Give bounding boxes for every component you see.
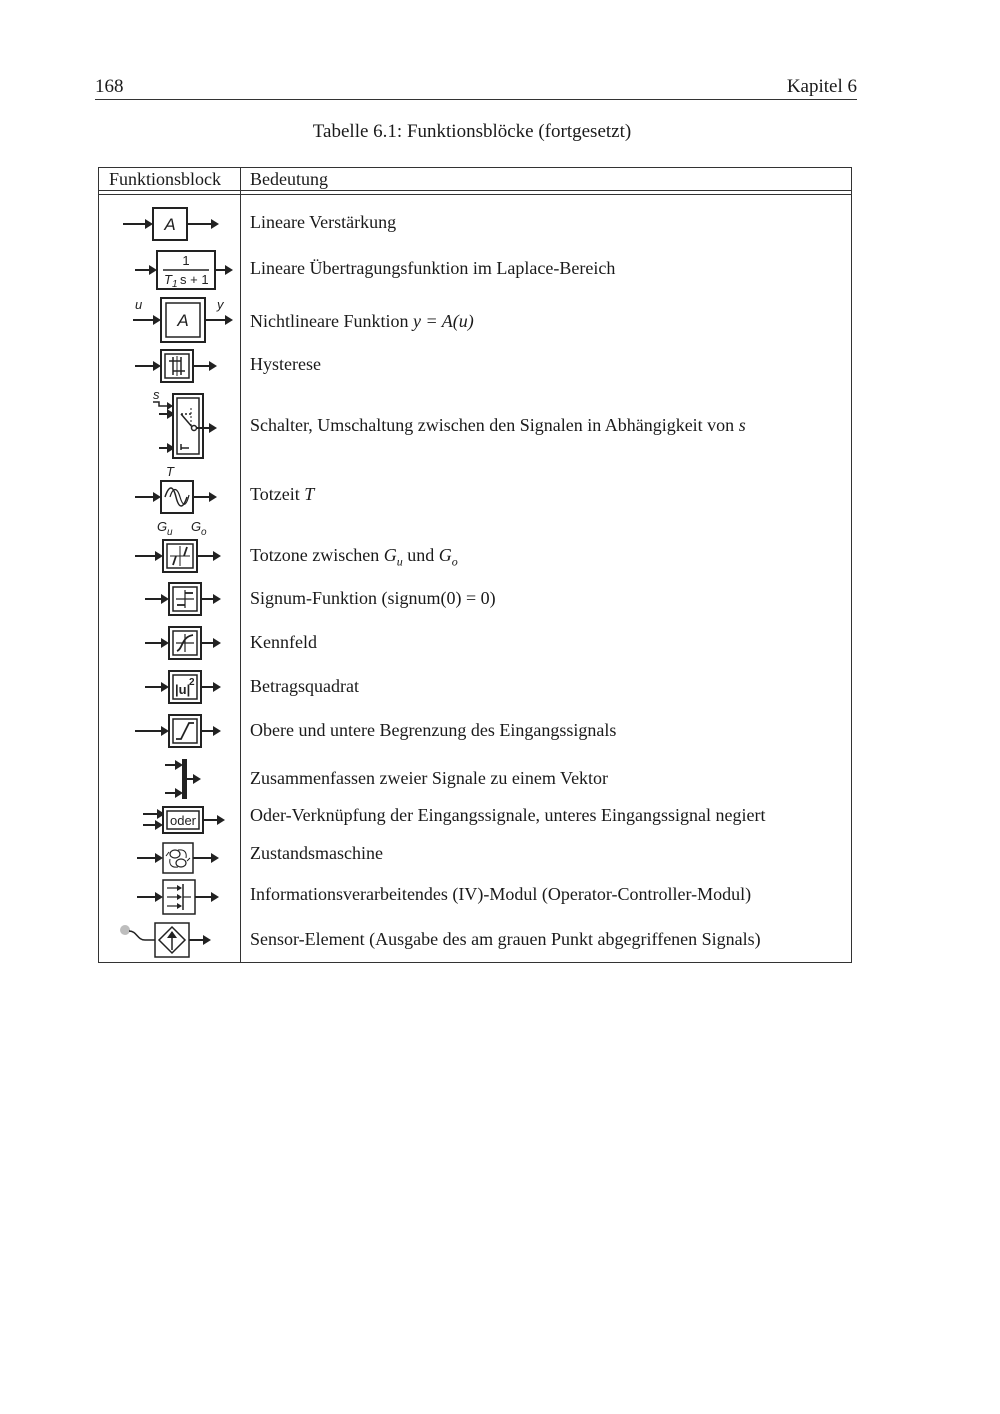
sensor-element-icon bbox=[115, 920, 225, 960]
svg-text:u: u bbox=[134, 297, 142, 312]
svg-text:y: y bbox=[216, 297, 223, 312]
row-meaning: Informationsverarbeitendes (IV)-Modul (Operator-Controller-Modul) bbox=[250, 884, 752, 904]
table-row bbox=[99, 712, 853, 750]
table-row bbox=[99, 920, 853, 960]
svg-text:|u|: |u| bbox=[174, 682, 190, 697]
transfer-function-icon bbox=[115, 249, 225, 291]
row-meaning: Totzeit T bbox=[250, 484, 315, 504]
svg-text:oder: oder bbox=[169, 813, 196, 828]
table-row bbox=[99, 518, 853, 576]
row-meaning: Lineare Verstärkung bbox=[250, 212, 397, 232]
characteristic-map-icon bbox=[115, 625, 225, 661]
row-meaning: Sensor-Element (Ausgabe des am grauen Punkt abgegriffenen Signals) bbox=[250, 929, 761, 949]
square-magnitude-icon bbox=[115, 669, 225, 705]
table-row bbox=[99, 348, 853, 384]
table-caption-text: Tabelle 6.1: Funktionsblöcke (fortgesetzt) bbox=[312, 121, 632, 142]
table-row bbox=[99, 204, 853, 244]
svg-text:s + 1: s + 1 bbox=[179, 272, 209, 287]
svg-text:1: 1 bbox=[181, 253, 190, 268]
row-meaning: Obere und untere Begrenzung des Eingangssignals bbox=[250, 720, 617, 740]
svg-text:T: T bbox=[163, 272, 172, 287]
table-row bbox=[99, 668, 853, 706]
table-row bbox=[99, 464, 853, 516]
column-header-meaning: Bedeutung bbox=[250, 169, 328, 189]
signum-icon bbox=[115, 581, 225, 617]
row-meaning: Zustandsmaschine bbox=[250, 843, 383, 863]
row-meaning: Nichtlineare Funktion y = A(u) bbox=[250, 311, 474, 331]
dead-zone-icon bbox=[115, 518, 225, 576]
table-row bbox=[99, 580, 853, 618]
header-rule-top bbox=[99, 190, 851, 191]
page-number: 168 bbox=[95, 76, 124, 97]
hysteresis-icon bbox=[115, 349, 225, 383]
saturation-icon bbox=[115, 713, 225, 749]
row-meaning: Schalter, Umschaltung zwischen den Signalen in Abhängigkeit von s bbox=[250, 415, 746, 435]
switch-icon bbox=[115, 388, 225, 462]
table-row bbox=[99, 802, 853, 838]
svg-text:G: G bbox=[156, 519, 167, 534]
mux-icon bbox=[115, 757, 225, 801]
row-meaning: Lineare Übertragungsfunktion im Laplace-Bereich bbox=[250, 258, 616, 278]
row-meaning: Hysterese bbox=[250, 354, 321, 374]
table-row bbox=[99, 296, 853, 344]
ocm-module-icon bbox=[115, 878, 225, 916]
svg-text:G: G bbox=[190, 519, 201, 534]
function-block-table bbox=[98, 167, 852, 963]
row-meaning: Kennfeld bbox=[250, 632, 317, 652]
row-meaning: Signum-Funktion (signum(0) = 0) bbox=[250, 588, 496, 608]
table-row bbox=[99, 756, 853, 802]
header-rule bbox=[95, 99, 857, 100]
table-row bbox=[99, 388, 853, 462]
header-rule-bottom bbox=[99, 194, 851, 195]
row-meaning: Totzone zwischen $G_u$ und $G_o$ bbox=[250, 545, 458, 569]
table-row bbox=[99, 878, 853, 916]
or-block-icon bbox=[115, 803, 225, 837]
svg-text:A: A bbox=[176, 311, 189, 330]
row-meaning: Oder-Verknüpfung der Eingangssignale, unteres Eingangssignal negiert bbox=[250, 805, 766, 825]
column-header-block: Funktionsblock bbox=[109, 169, 222, 189]
svg-text:1: 1 bbox=[171, 279, 178, 290]
row-meaning: Zusammenfassen zweier Signale zu einem Vektor bbox=[250, 768, 609, 788]
svg-text:o: o bbox=[200, 527, 207, 538]
svg-text:A: A bbox=[163, 215, 176, 234]
dead-time-icon bbox=[115, 465, 225, 515]
row-meaning: Betragsquadrat bbox=[250, 676, 359, 696]
chapter-title: Kapitel 6 bbox=[786, 76, 857, 97]
svg-text:s: s bbox=[152, 387, 159, 402]
table-row bbox=[99, 248, 853, 292]
svg-text:2: 2 bbox=[188, 677, 195, 688]
nonlinear-function-icon bbox=[115, 297, 225, 343]
svg-text:u: u bbox=[166, 527, 173, 538]
table-caption bbox=[0, 121, 1000, 143]
svg-text:T: T bbox=[165, 464, 174, 479]
table-row bbox=[99, 624, 853, 662]
table-row bbox=[99, 840, 853, 876]
state-machine-icon bbox=[115, 841, 225, 875]
gain-block-icon bbox=[115, 206, 225, 242]
